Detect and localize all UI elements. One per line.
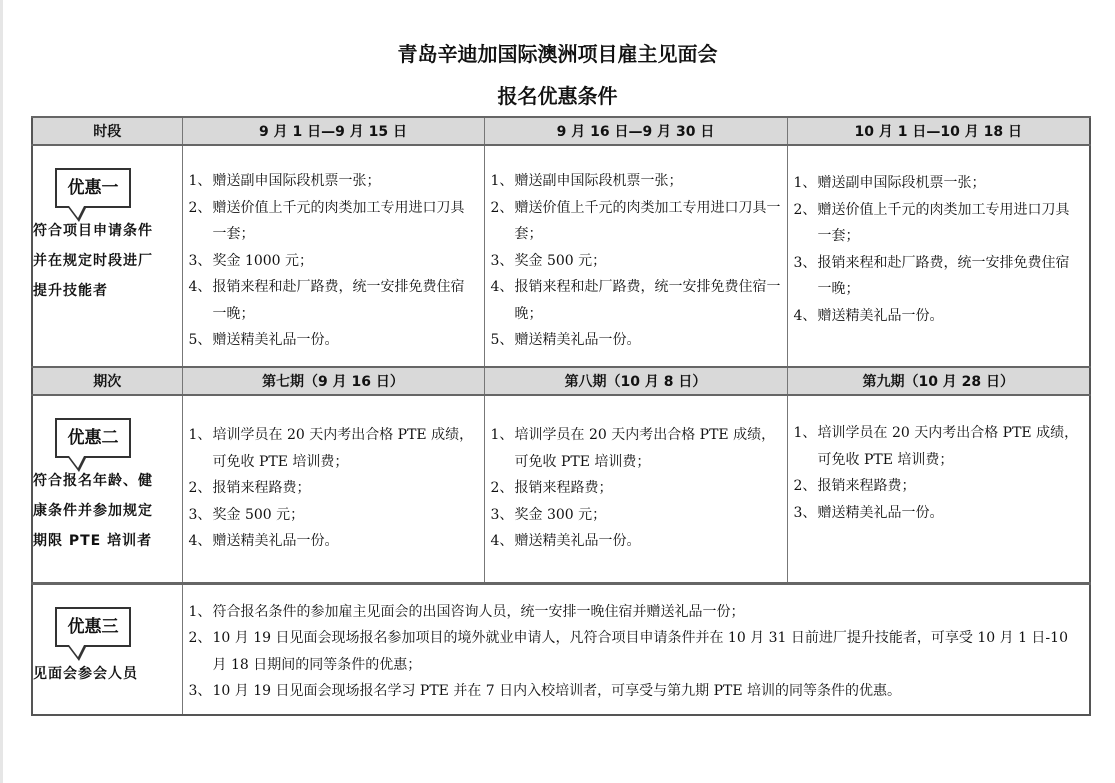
list-number: 3、: [188, 252, 212, 269]
list-item: 3、奖金 1000 元；: [189, 248, 478, 275]
list-item: 2、赠送价值上千元的肉类加工专用进口刀具一套；: [794, 197, 1084, 250]
list-item: 2、10 月 19 日见面会现场报名参加项目的境外就业申请人，凡符合项目申请条件并在 10 月 31 日前进厂提升技能者，可享受 10 月 1 日-10 月 18 日期间的同等条件的优惠；: [189, 625, 1084, 678]
benefit-list: [183, 422, 484, 555]
list-item: 4、赠送精美礼品一份。: [794, 303, 1084, 330]
list-number: 5、: [188, 332, 212, 348]
speech-bubble-badge: [55, 168, 131, 208]
list-item: 3、奖金 500 元；: [491, 248, 781, 275]
header-cell: 第九期（10 月 28 日）: [787, 367, 1090, 395]
list-item: 1、培训学员在 20 天内考出合格 PTE 成绩，可免收 PTE 培训费；: [189, 422, 478, 475]
list-number: 1、: [490, 427, 514, 443]
list-number: 3、: [490, 252, 514, 269]
list-item: 4、报销来程和赴厂路费，统一安排免费住宿一晚；: [491, 274, 781, 327]
list-number: 3、: [188, 683, 212, 699]
list-number: 4、: [188, 533, 212, 549]
header-cell: 9 月 1 日—9 月 15 日: [182, 117, 484, 145]
speech-bubble-badge: [55, 418, 131, 458]
list-item: 1、培训学员在 20 天内考出合格 PTE 成绩，可免收 PTE 培训费；: [491, 422, 781, 475]
list-number: 2、: [188, 199, 212, 216]
badge-text: 优惠二: [67, 428, 119, 448]
list-number: 1、: [793, 175, 817, 191]
page-edge: [0, 0, 3, 783]
condition-line: 符合报名年龄、健: [33, 473, 153, 489]
list-item: 2、报销来程路费；: [794, 473, 1084, 500]
list-number: 1、: [188, 427, 212, 443]
benefit-cell: [484, 145, 787, 367]
list-item: 2、报销来程路费；: [189, 475, 478, 502]
list-number: 2、: [490, 480, 514, 496]
list-item: 1、符合报名条件的参加雇主见面会的出国咨询人员，统一安排一晚住宿并赠送礼品一份；: [189, 599, 1084, 626]
list-item: 5、赠送精美礼品一份。: [189, 327, 478, 354]
header-cell: 期次: [32, 367, 182, 395]
list-number: 3、: [793, 504, 817, 521]
condition-line: 期限 PTE 培训者: [33, 533, 153, 549]
table-row-offer-3: [32, 583, 1090, 715]
page-subtitle: 报名优惠条件: [497, 84, 618, 108]
offer-label-cell: [32, 395, 182, 583]
table-header-session: [32, 367, 1090, 395]
condition-line: 康条件并参加规定: [33, 503, 153, 519]
list-item: 1、赠送副申国际段机票一张；: [189, 168, 478, 195]
list-item: 4、赠送精美礼品一份。: [491, 528, 781, 555]
table-header-period: [32, 117, 1090, 145]
list-item: 3、奖金 500 元；: [189, 502, 478, 529]
badge-text: 优惠三: [67, 616, 119, 637]
list-number: 4、: [490, 533, 514, 549]
list-number: 3、: [490, 506, 514, 523]
condition-line: 提升技能者: [33, 283, 108, 299]
badge-text: 优惠一: [67, 178, 119, 198]
list-number: 1、: [490, 173, 514, 189]
list-number: 5、: [490, 332, 514, 348]
list-item: 2、报销来程路费；: [491, 475, 781, 502]
list-number: 3、: [188, 506, 212, 523]
list-item: 3、10 月 19 日见面会现场报名学习 PTE 并在 7 日内入校培训者，可享受与第九期 PTE 培训的同等条件的优惠。: [189, 678, 1084, 705]
speech-bubble-badge: [55, 607, 131, 647]
list-item: 4、赠送精美礼品一份。: [189, 528, 478, 555]
list-item: 1、赠送副申国际段机票一张；: [794, 170, 1084, 197]
list-number: 2、: [188, 480, 212, 496]
benefit-cell: [484, 395, 787, 583]
list-item: 1、赠送副申国际段机票一张；: [491, 168, 781, 195]
list-item: 3、奖金 300 元；: [491, 502, 781, 529]
benefit-cell: [787, 395, 1090, 583]
header-cell: 第七期（9 月 16 日）: [182, 367, 484, 395]
benefit-cell: [787, 145, 1090, 367]
header-cell: 10 月 1 日—10 月 18 日: [787, 117, 1090, 145]
list-number: 4、: [188, 279, 212, 295]
list-item: 3、赠送精美礼品一份。: [794, 500, 1084, 527]
condition-line: 并在规定时段进厂: [33, 253, 153, 269]
table-row-offer-2: [32, 395, 1090, 583]
benefit-list: [788, 420, 1090, 526]
list-number: 4、: [793, 307, 817, 324]
offer-condition: [33, 659, 182, 689]
header-cell: 第八期（10 月 8 日）: [484, 367, 787, 395]
list-item: 1、培训学员在 20 天内考出合格 PTE 成绩，可免收 PTE 培训费；: [794, 420, 1084, 473]
offer-condition: [33, 466, 182, 556]
list-item: 2、赠送价值上千元的肉类加工专用进口刀具一套；: [189, 195, 478, 248]
list-number: 3、: [793, 254, 817, 271]
benefit-list: [485, 422, 787, 555]
list-number: 1、: [188, 603, 212, 620]
condition-line: 符合项目申请条件: [33, 223, 153, 239]
offer-label-cell: [32, 145, 182, 367]
benefit-cell: [182, 145, 484, 367]
header-cell: 时段: [32, 117, 182, 145]
benefit-list: [485, 168, 787, 354]
benefit-list: [183, 168, 484, 354]
list-number: 2、: [188, 630, 212, 646]
page-title: 青岛辛迪加国际澳洲项目雇主见面会: [397, 42, 718, 66]
offer-table: [31, 116, 1091, 716]
offer-label-cell: [32, 583, 182, 715]
condition-line: 见面会参会人员: [33, 665, 138, 682]
list-item: 5、赠送精美礼品一份。: [491, 327, 781, 354]
benefit-list: [788, 170, 1090, 329]
benefit-list: [183, 599, 1090, 705]
header-cell: 9 月 16 日—9 月 30 日: [484, 117, 787, 145]
list-number: 1、: [188, 173, 212, 189]
benefit-cell: [182, 395, 484, 583]
list-number: 4、: [490, 279, 514, 295]
table-row-offer-1: [32, 145, 1090, 367]
list-number: 2、: [793, 478, 817, 494]
list-number: 2、: [490, 199, 514, 216]
list-number: 2、: [793, 201, 817, 218]
benefit-cell-wide: [182, 583, 1090, 715]
list-item: 4、报销来程和赴厂路费，统一安排免费住宿一晚；: [189, 274, 478, 327]
list-number: 1、: [793, 425, 817, 441]
list-item: 2、赠送价值上千元的肉类加工专用进口刀具一套；: [491, 195, 781, 248]
offer-condition: [33, 216, 182, 306]
list-item: 3、报销来程和赴厂路费，统一安排免费住宿一晚；: [794, 250, 1084, 303]
